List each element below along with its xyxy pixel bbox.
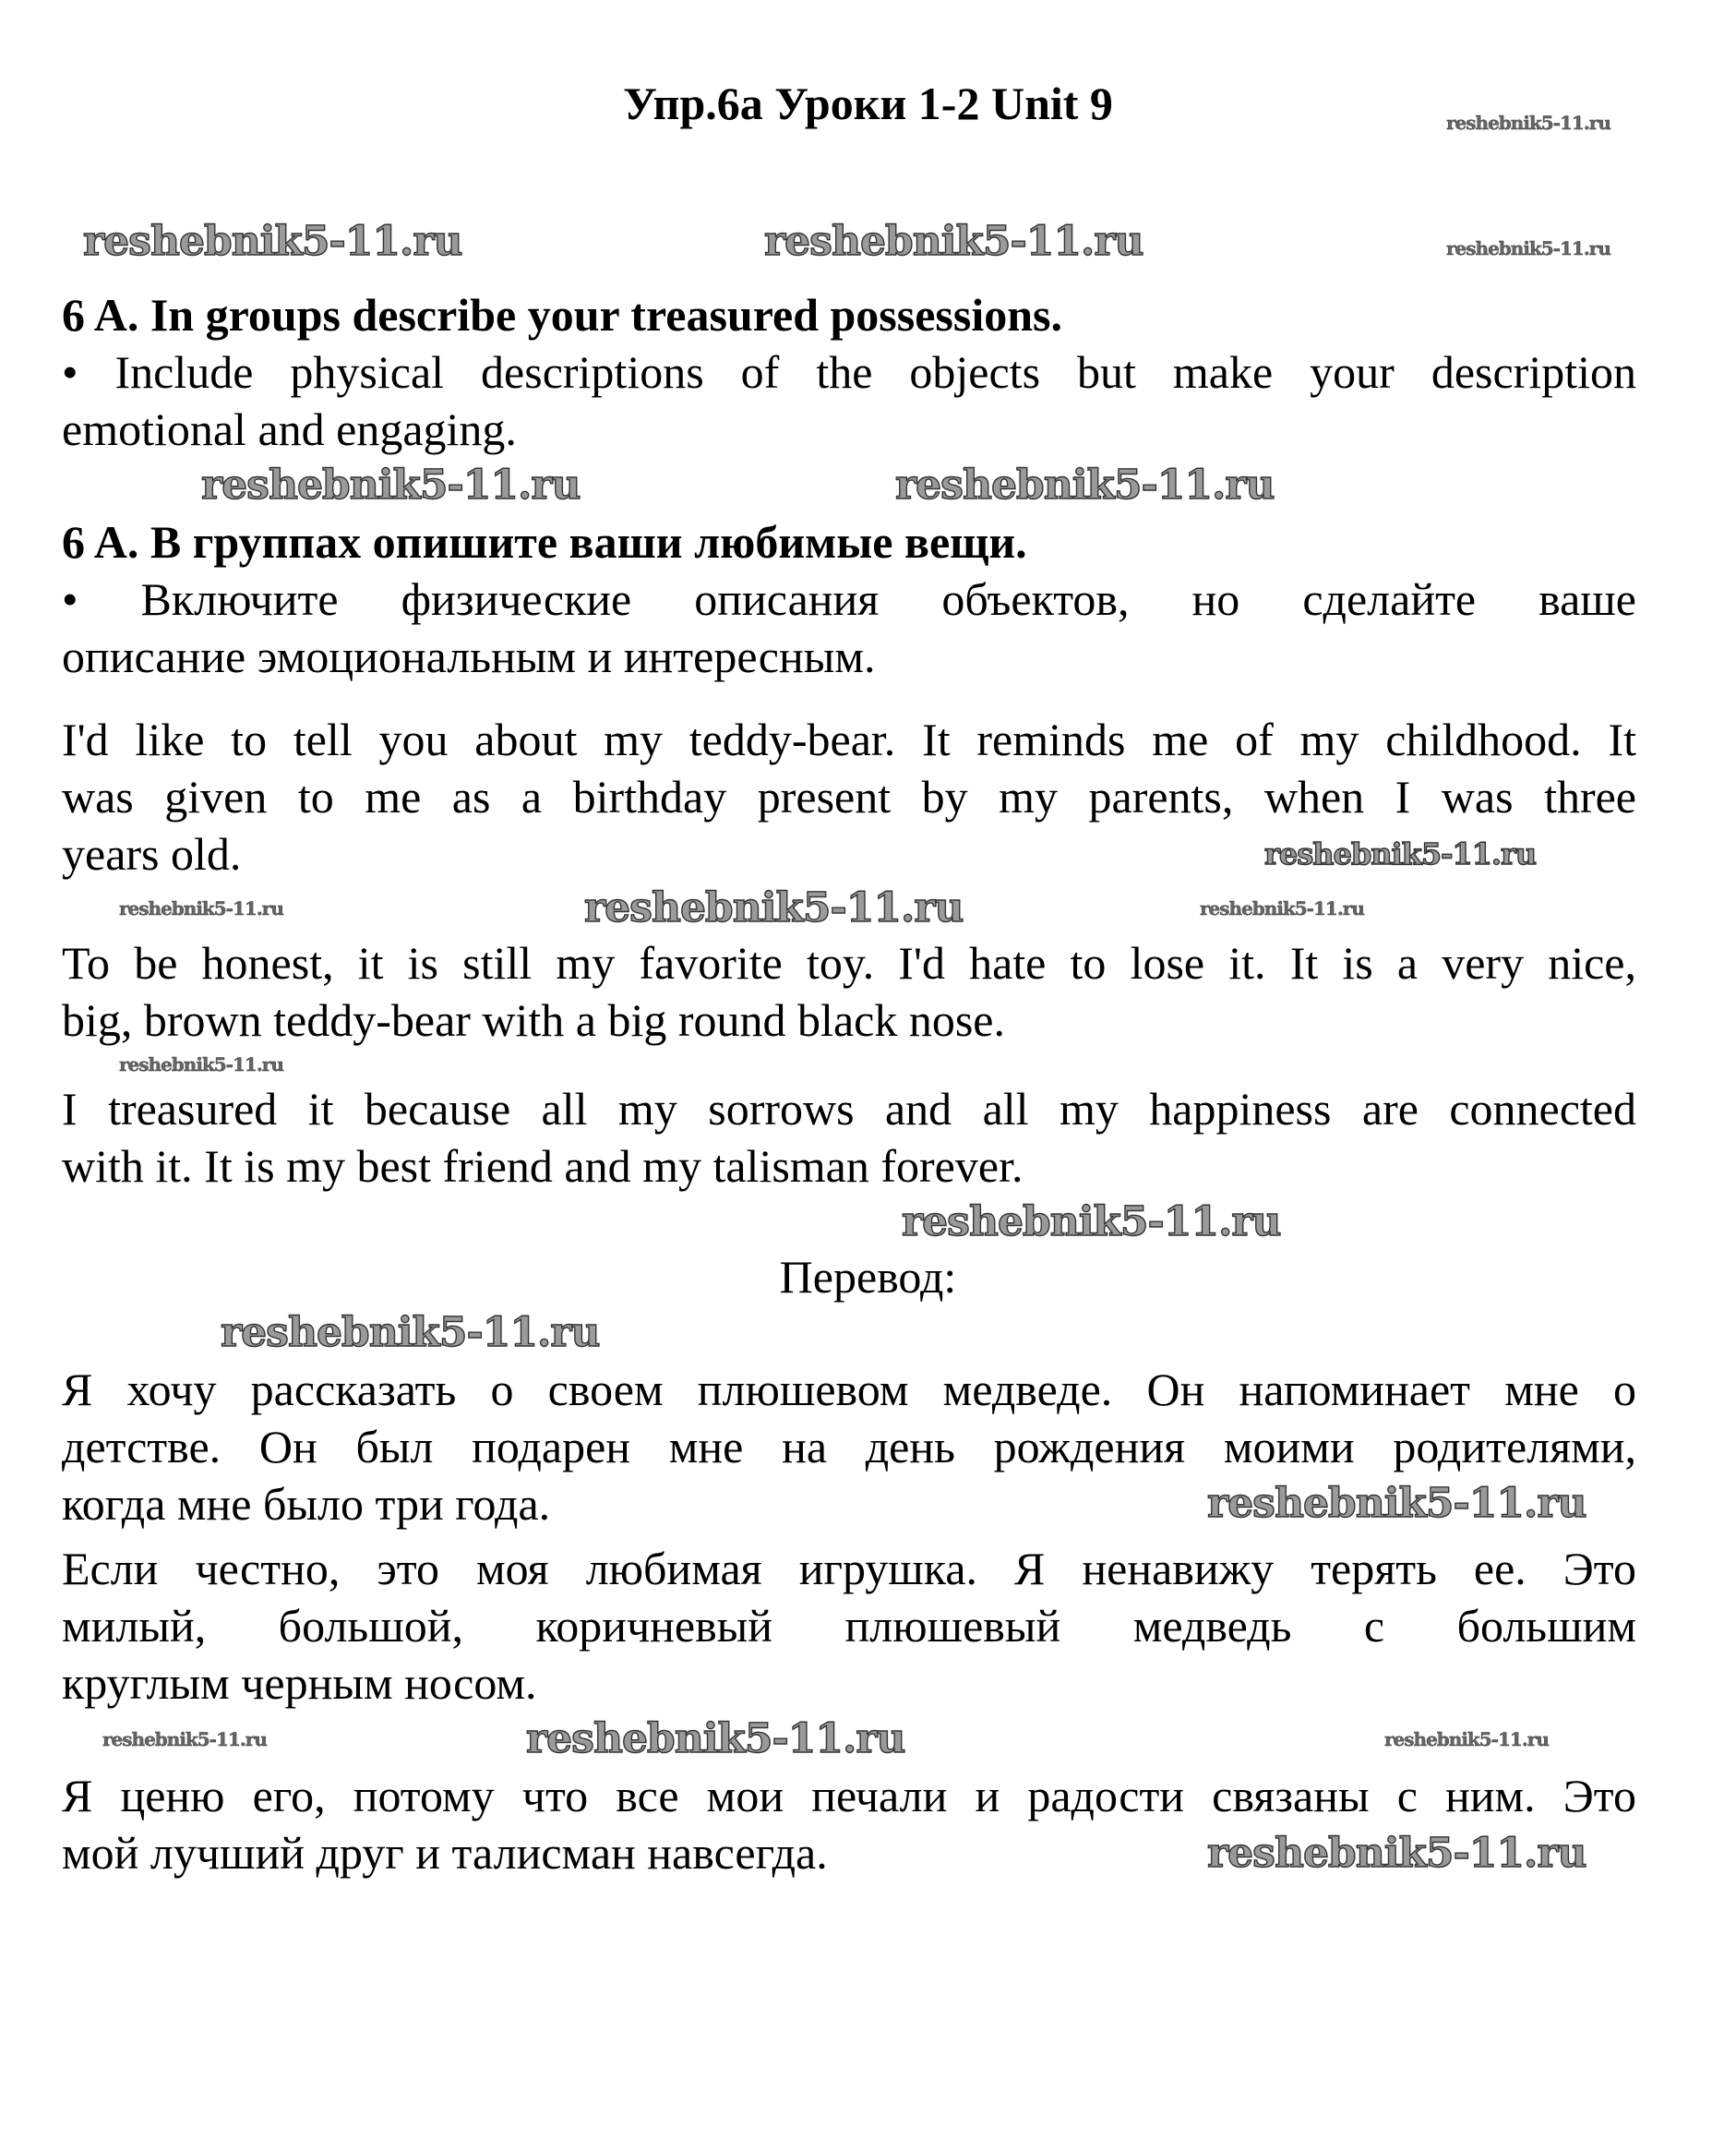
watermark: reshebnik5-11.ru: [902, 1198, 1281, 1245]
translation-label: Перевод:: [779, 1251, 957, 1303]
answer-ru-line: Если честно, это моя любимая игрушка. Я ненавижу терять ее. Это: [62, 1543, 1636, 1594]
watermark: reshebnik5-11.ru: [526, 1715, 905, 1762]
answer-en-line: years old.: [62, 828, 242, 880]
answer-en-line: was given to me as a birthday present by my parents, when I was three: [62, 771, 1636, 823]
answer-ru-line: детстве. Он был подарен мне на день рождения моими родителями,: [62, 1421, 1636, 1472]
watermark: reshebnik5-11.ru: [1446, 237, 1610, 259]
answer-en-line: I treasured it because all my sorrows and all my happiness are connected: [62, 1083, 1636, 1135]
task-ru-line: описание эмоциональным и интересным.: [62, 631, 876, 682]
answer-en-line: To be honest, it is still my favorite toy. I'd hate to lose it. It is a very nice,: [62, 937, 1636, 989]
task-en-heading: 6 A. In groups describe your treasured possessions.: [62, 289, 1062, 341]
watermark: reshebnik5-11.ru: [895, 462, 1275, 509]
watermark: reshebnik5-11.ru: [1446, 112, 1610, 134]
watermark: reshebnik5-11.ru: [1200, 897, 1364, 919]
watermark: reshebnik5-11.ru: [119, 897, 283, 919]
watermark: reshebnik5-11.ru: [1207, 1830, 1586, 1877]
watermark: reshebnik5-11.ru: [221, 1309, 600, 1356]
task-ru-heading: 6 A. В группах опишите ваши любимые вещи.: [62, 516, 1027, 568]
watermark: reshebnik5-11.ru: [764, 218, 1143, 265]
watermark: reshebnik5-11.ru: [1207, 1480, 1586, 1527]
answer-en-line: big, brown teddy-bear with a big round black nose.: [62, 994, 1005, 1046]
task-en-line: emotional and engaging.: [62, 403, 517, 455]
watermark: reshebnik5-11.ru: [201, 462, 581, 509]
answer-ru-line: когда мне было три года.: [62, 1478, 551, 1530]
watermark: reshebnik5-11.ru: [102, 1728, 267, 1750]
page-title: Упр.6а Уроки 1-2 Unit 9: [623, 78, 1113, 129]
answer-ru-line: милый, большой, коричневый плюшевый медведь с большим: [62, 1600, 1636, 1652]
watermark: reshebnik5-11.ru: [119, 1053, 283, 1076]
answer-ru-line: мой лучший друг и талисман навсегда.: [62, 1827, 828, 1879]
watermark: reshebnik5-11.ru: [584, 884, 964, 931]
watermark: reshebnik5-11.ru: [1264, 836, 1537, 871]
answer-ru-line: Я ценю его, потому что все мои печали и радости связаны с ним. Это: [62, 1770, 1636, 1821]
answer-en-line: with it. It is my best friend and my talisman forever.: [62, 1140, 1024, 1192]
task-en-line: • Include physical descriptions of the objects but make your description: [62, 346, 1636, 398]
task-ru-line: • Включите физические описания объектов, но сделайте ваше: [62, 573, 1636, 625]
answer-en-line: I'd like to tell you about my teddy-bear. It reminds me of my childhood. It: [62, 714, 1636, 765]
watermark: reshebnik5-11.ru: [1384, 1728, 1549, 1750]
answer-ru-line: круглым черным носом.: [62, 1657, 537, 1709]
answer-ru-line: Я хочу рассказать о своем плюшевом медведе. Он напоминает мне о: [62, 1364, 1636, 1415]
watermark: reshebnik5-11.ru: [83, 218, 462, 265]
